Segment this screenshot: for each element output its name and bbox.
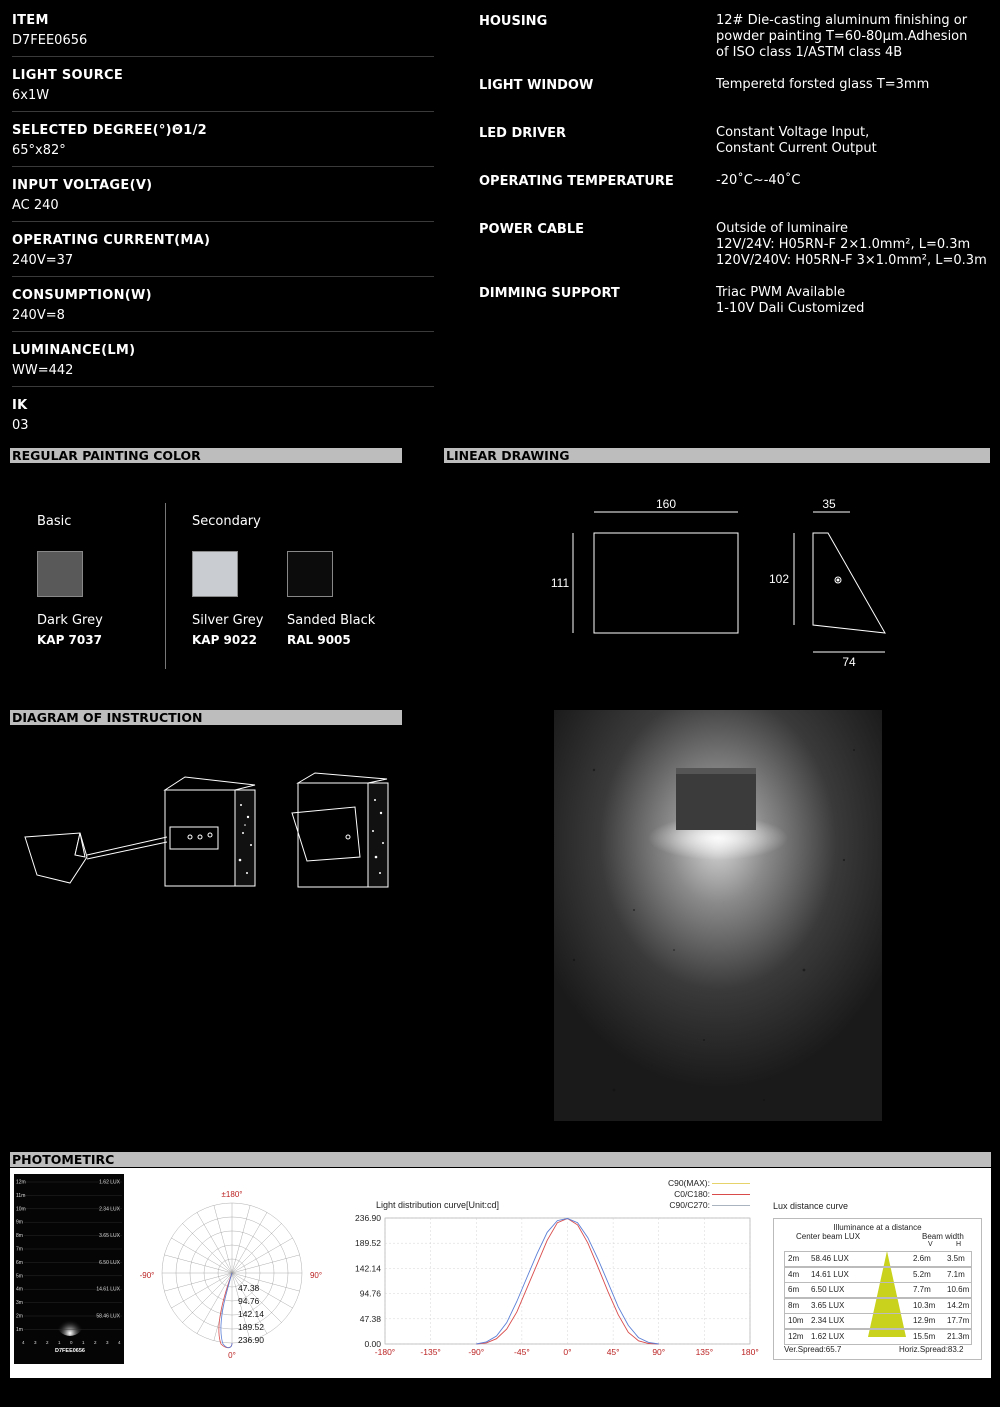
spec-row bbox=[12, 277, 434, 332]
beam-distance-label: 7m bbox=[16, 1246, 23, 1253]
lux-cell-d: 4m bbox=[788, 1269, 800, 1279]
lux-row bbox=[784, 1267, 972, 1283]
spec-label: OPERATING TEMPERATURE bbox=[479, 174, 674, 189]
lux-cell-v: 5.2m bbox=[913, 1269, 931, 1279]
swatch-name: Sanded Black bbox=[287, 613, 376, 628]
swatch-dark-grey bbox=[37, 551, 83, 597]
polar-ring-label: 142.14 bbox=[238, 1309, 264, 1319]
lux-cell-h: 21.3m bbox=[947, 1331, 970, 1341]
beam-distance-label: 1m bbox=[16, 1326, 23, 1333]
x-tick-label: 90° bbox=[652, 1347, 666, 1357]
polar-right: 90° bbox=[309, 1271, 323, 1280]
spec-label: OPERATING CURRENT(MA) bbox=[12, 233, 211, 248]
polar-spoke bbox=[214, 1205, 232, 1273]
polar-spoke bbox=[164, 1255, 232, 1273]
beam-x-tick: 4 bbox=[118, 1340, 121, 1345]
x-tick-label: -90° bbox=[468, 1347, 485, 1357]
dim-depth-top: 35 bbox=[822, 497, 836, 511]
polar-spoke bbox=[164, 1273, 232, 1291]
spec-label: LUMINANCE(LM) bbox=[12, 343, 136, 358]
lux-cell-h: 17.7m bbox=[947, 1316, 970, 1325]
y-tick-label: 189.52 bbox=[355, 1238, 381, 1249]
spec-row bbox=[12, 332, 434, 387]
x-tick-label: 135° bbox=[695, 1347, 714, 1357]
lux-cell-d: 10m bbox=[788, 1316, 804, 1325]
spec-value: AC 240 bbox=[12, 198, 59, 213]
lux-cell-v: 12.9m bbox=[913, 1316, 936, 1325]
spec-row bbox=[12, 387, 434, 441]
lux-cell-lux: 14.61 LUX bbox=[811, 1269, 849, 1279]
polar-spoke bbox=[197, 1212, 232, 1273]
lux-cell-h: 10.6m bbox=[947, 1285, 970, 1294]
spec-label: POWER CABLE bbox=[479, 222, 585, 237]
spec-label: HOUSING bbox=[479, 14, 548, 29]
dim-side-height: 102 bbox=[768, 572, 790, 586]
polar-spoke bbox=[232, 1238, 293, 1273]
spec-table-left bbox=[12, 0, 434, 441]
lux-row bbox=[784, 1282, 972, 1298]
fixture bbox=[676, 768, 756, 830]
lux-col-v: V bbox=[928, 1241, 933, 1248]
spec-label: ITEM bbox=[12, 13, 49, 28]
beam-lux-label: 3.65 LUX bbox=[99, 1233, 120, 1240]
spec-label: IK bbox=[12, 398, 28, 413]
spec-row bbox=[12, 167, 434, 222]
photometric-panel bbox=[10, 1168, 991, 1378]
polar-spoke bbox=[171, 1238, 232, 1273]
beam-lux-label: 2.34 LUX bbox=[99, 1206, 120, 1213]
spec-label: LED DRIVER bbox=[479, 126, 567, 141]
secondary-label: Secondary bbox=[192, 514, 261, 529]
beam-x-tick: 1 bbox=[82, 1340, 85, 1345]
section-title-instruction: DIAGRAM OF INSTRUCTION bbox=[10, 710, 402, 725]
polar-spoke bbox=[197, 1273, 232, 1334]
swatch-silver-grey bbox=[192, 551, 238, 597]
legend-label: C0/C180: bbox=[674, 1189, 710, 1199]
beam-x-tick: 1 bbox=[58, 1340, 61, 1345]
beam-distance-label: 4m bbox=[16, 1286, 23, 1293]
polar-ring-label: 189.52 bbox=[238, 1322, 264, 1332]
spec-value: -20˚C~-40˚C bbox=[716, 173, 801, 188]
polar-ring-label: 236.90 bbox=[238, 1335, 264, 1345]
lux-row bbox=[784, 1251, 972, 1267]
spec-value: Temperetd forsted glass T=3mm bbox=[716, 77, 930, 92]
beam-distance-label: 3m bbox=[16, 1300, 23, 1307]
lux-col-h: H bbox=[956, 1241, 962, 1248]
series-line-1 bbox=[476, 1219, 659, 1345]
spec-label: INPUT VOLTAGE(V) bbox=[12, 178, 153, 193]
spec-value: Triac PWM Available 1-10V Dali Customized bbox=[716, 285, 865, 316]
polar-bottom: 0° bbox=[228, 1351, 236, 1358]
beam-x-tick: 0 bbox=[70, 1340, 73, 1345]
lux-row bbox=[784, 1298, 972, 1314]
lux-cell-lux: 3.65 LUX bbox=[811, 1300, 845, 1310]
swatch-code: KAP 9022 bbox=[192, 633, 257, 647]
curve-legend bbox=[570, 1178, 750, 1211]
y-tick-label: 94.76 bbox=[359, 1288, 381, 1299]
spec-value: 240V=8 bbox=[12, 308, 65, 323]
beam-chart bbox=[14, 1174, 124, 1364]
side-view bbox=[813, 533, 885, 633]
spec-value: Outside of luminaire 12V/24V: H05RN-F 2×1.0mm², L=0.3m 120V/240V: H05RN-F 3×1.0mm², L=0.3m bbox=[716, 221, 987, 268]
section-title-painting: REGULAR PAINTING COLOR bbox=[10, 448, 402, 463]
lux-cell-v: 15.5m bbox=[913, 1331, 936, 1341]
fixture-front bbox=[25, 833, 87, 883]
polar-left: -90° bbox=[139, 1271, 155, 1280]
lux-header: Illuminance at a distance bbox=[833, 1223, 922, 1232]
lux-cell-h: 3.5m bbox=[947, 1254, 965, 1263]
ver-spread: Ver.Spread:65.7 bbox=[784, 1345, 842, 1354]
beam-model: D7FEE0656 bbox=[55, 1348, 85, 1354]
spec-row bbox=[12, 222, 434, 277]
wall-block bbox=[165, 790, 235, 886]
beam-x-tick: 3 bbox=[106, 1340, 109, 1345]
lux-cell-v: 2.6m bbox=[913, 1254, 931, 1263]
spec-value: Constant Voltage Input, Constant Current Output bbox=[716, 125, 877, 156]
series-line-0 bbox=[476, 1219, 659, 1345]
swatch-name: Dark Grey bbox=[37, 613, 103, 628]
swatch-code: RAL 9005 bbox=[287, 633, 351, 647]
lux-cell-d: 8m bbox=[788, 1300, 800, 1310]
dim-width: 160 bbox=[655, 497, 677, 511]
swatch-name: Silver Grey bbox=[192, 613, 264, 628]
y-tick-label: 47.38 bbox=[359, 1313, 381, 1324]
lux-col-center: Center beam LUX bbox=[796, 1232, 861, 1241]
polar-chart bbox=[135, 1188, 330, 1358]
beam-lux-label: 14.61 LUX bbox=[96, 1286, 120, 1293]
spec-row bbox=[12, 0, 434, 57]
lux-cell-d: 2m bbox=[788, 1254, 800, 1263]
beam-lux-label: 6.50 LUX bbox=[99, 1259, 120, 1266]
spec-label: DIMMING SUPPORT bbox=[479, 286, 620, 301]
section-title-photometric: PHOTOMETIRC bbox=[10, 1152, 991, 1167]
beam-x-tick: 2 bbox=[46, 1340, 49, 1345]
linear-drawing bbox=[540, 490, 900, 680]
polar-ring-label: 94.76 bbox=[238, 1296, 260, 1306]
dim-depth-bottom: 74 bbox=[842, 655, 856, 669]
lux-cell-d: 12m bbox=[788, 1331, 804, 1341]
fixture-mounted bbox=[292, 807, 360, 861]
x-tick-label: 180° bbox=[741, 1347, 759, 1357]
polar-curve-c90 bbox=[221, 1273, 232, 1348]
y-tick-label: 0.00 bbox=[364, 1339, 381, 1349]
spec-label: LIGHT SOURCE bbox=[12, 68, 124, 83]
legend-swatch bbox=[712, 1194, 750, 1195]
lux-cell-lux: 6.50 LUX bbox=[811, 1285, 845, 1294]
polar-spoke bbox=[183, 1273, 232, 1322]
lux-col-beam: Beam width bbox=[922, 1232, 964, 1241]
beam-lux-label: 58.46 LUX bbox=[96, 1313, 120, 1320]
spec-value: D7FEE0656 bbox=[12, 33, 88, 48]
x-tick-label: -135° bbox=[420, 1347, 441, 1357]
lux-cell-lux: 1.62 LUX bbox=[811, 1331, 845, 1341]
lux-table bbox=[773, 1218, 982, 1360]
front-view bbox=[594, 533, 738, 633]
lux-cell-h: 14.2m bbox=[947, 1300, 970, 1310]
curve-title: Light distribution curve[Unit:cd] bbox=[376, 1200, 500, 1210]
spec-value: 6x1W bbox=[12, 88, 50, 103]
hor-spread: Horiz.Spread:83.2 bbox=[899, 1345, 964, 1354]
legend-swatch bbox=[712, 1205, 750, 1206]
beam-distance-label: 2m bbox=[16, 1313, 23, 1320]
polar-spoke bbox=[232, 1224, 281, 1273]
y-tick-label: 236.90 bbox=[355, 1213, 381, 1223]
beam-distance-label: 10m bbox=[16, 1206, 26, 1213]
beam-distance-label: 11m bbox=[16, 1192, 26, 1199]
spec-value: WW=442 bbox=[12, 363, 74, 378]
lux-cell-h: 7.1m bbox=[947, 1269, 965, 1279]
section-title-linear: LINEAR DRAWING bbox=[444, 448, 990, 463]
polar-ring-label: 47.38 bbox=[238, 1283, 260, 1293]
basic-label: Basic bbox=[37, 514, 72, 529]
spec-row bbox=[12, 57, 434, 112]
spec-label: SELECTED DEGREE(°)Θ1/2 bbox=[12, 123, 207, 138]
spec-value: 65°x82° bbox=[12, 143, 66, 158]
beam-distance-label: 6m bbox=[16, 1259, 23, 1266]
y-tick-label: 142.14 bbox=[355, 1263, 381, 1274]
spec-value: 12# Die-casting aluminum finishing or powder painting T=60-80μm.Adhesion of ISO class 1/ASTM class 4B bbox=[716, 13, 968, 60]
beam-distance-label: 9m bbox=[16, 1219, 23, 1226]
x-tick-label: -180° bbox=[374, 1347, 396, 1357]
instruction-diagram bbox=[15, 765, 395, 895]
spec-value: 240V=37 bbox=[12, 253, 74, 268]
beam-x-tick: 2 bbox=[94, 1340, 97, 1345]
beam-x-tick: 3 bbox=[34, 1340, 37, 1345]
polar-spoke bbox=[232, 1255, 300, 1273]
x-tick-label: 0° bbox=[563, 1347, 572, 1357]
x-tick-label: -45° bbox=[514, 1347, 530, 1357]
beam-distance-label: 8m bbox=[16, 1233, 23, 1240]
polar-top: ±180° bbox=[221, 1190, 243, 1199]
swatch-code: KAP 7037 bbox=[37, 633, 102, 647]
distribution-chart bbox=[340, 1212, 760, 1362]
lux-row bbox=[784, 1313, 972, 1329]
lux-row bbox=[784, 1329, 972, 1345]
lux-cell-v: 7.7m bbox=[913, 1285, 931, 1294]
legend-swatch bbox=[712, 1183, 750, 1184]
plot-frame bbox=[385, 1218, 750, 1344]
spec-label: CONSUMPTION(W) bbox=[12, 288, 152, 303]
lux-cell-lux: 2.34 LUX bbox=[811, 1316, 845, 1325]
lux-title: Lux distance curve bbox=[773, 1201, 849, 1211]
legend-label: C90/C270: bbox=[669, 1200, 710, 1210]
spec-row bbox=[12, 112, 434, 167]
divider bbox=[165, 503, 166, 669]
beam-distance-label: 12m bbox=[16, 1179, 26, 1186]
swatch-sanded-black bbox=[287, 551, 333, 597]
beam-distance-label: 5m bbox=[16, 1273, 23, 1280]
product-photo bbox=[554, 710, 882, 1121]
x-tick-label: 45° bbox=[606, 1347, 620, 1357]
beam-x-tick: 4 bbox=[22, 1340, 25, 1345]
polar-spoke bbox=[232, 1205, 250, 1273]
lux-cell-v: 10.3m bbox=[913, 1300, 936, 1310]
lux-cell-lux: 58.46 LUX bbox=[811, 1254, 849, 1263]
spec-value: 03 bbox=[12, 418, 29, 433]
dim-height: 111 bbox=[550, 576, 570, 590]
lux-cell-d: 6m bbox=[788, 1285, 800, 1294]
legend-label: C90(MAX): bbox=[667, 1178, 710, 1188]
spec-label: LIGHT WINDOW bbox=[479, 78, 594, 93]
beam-lux-label: 1.62 LUX bbox=[99, 1179, 120, 1186]
polar-spoke bbox=[232, 1212, 267, 1273]
polar-spoke bbox=[183, 1224, 232, 1273]
